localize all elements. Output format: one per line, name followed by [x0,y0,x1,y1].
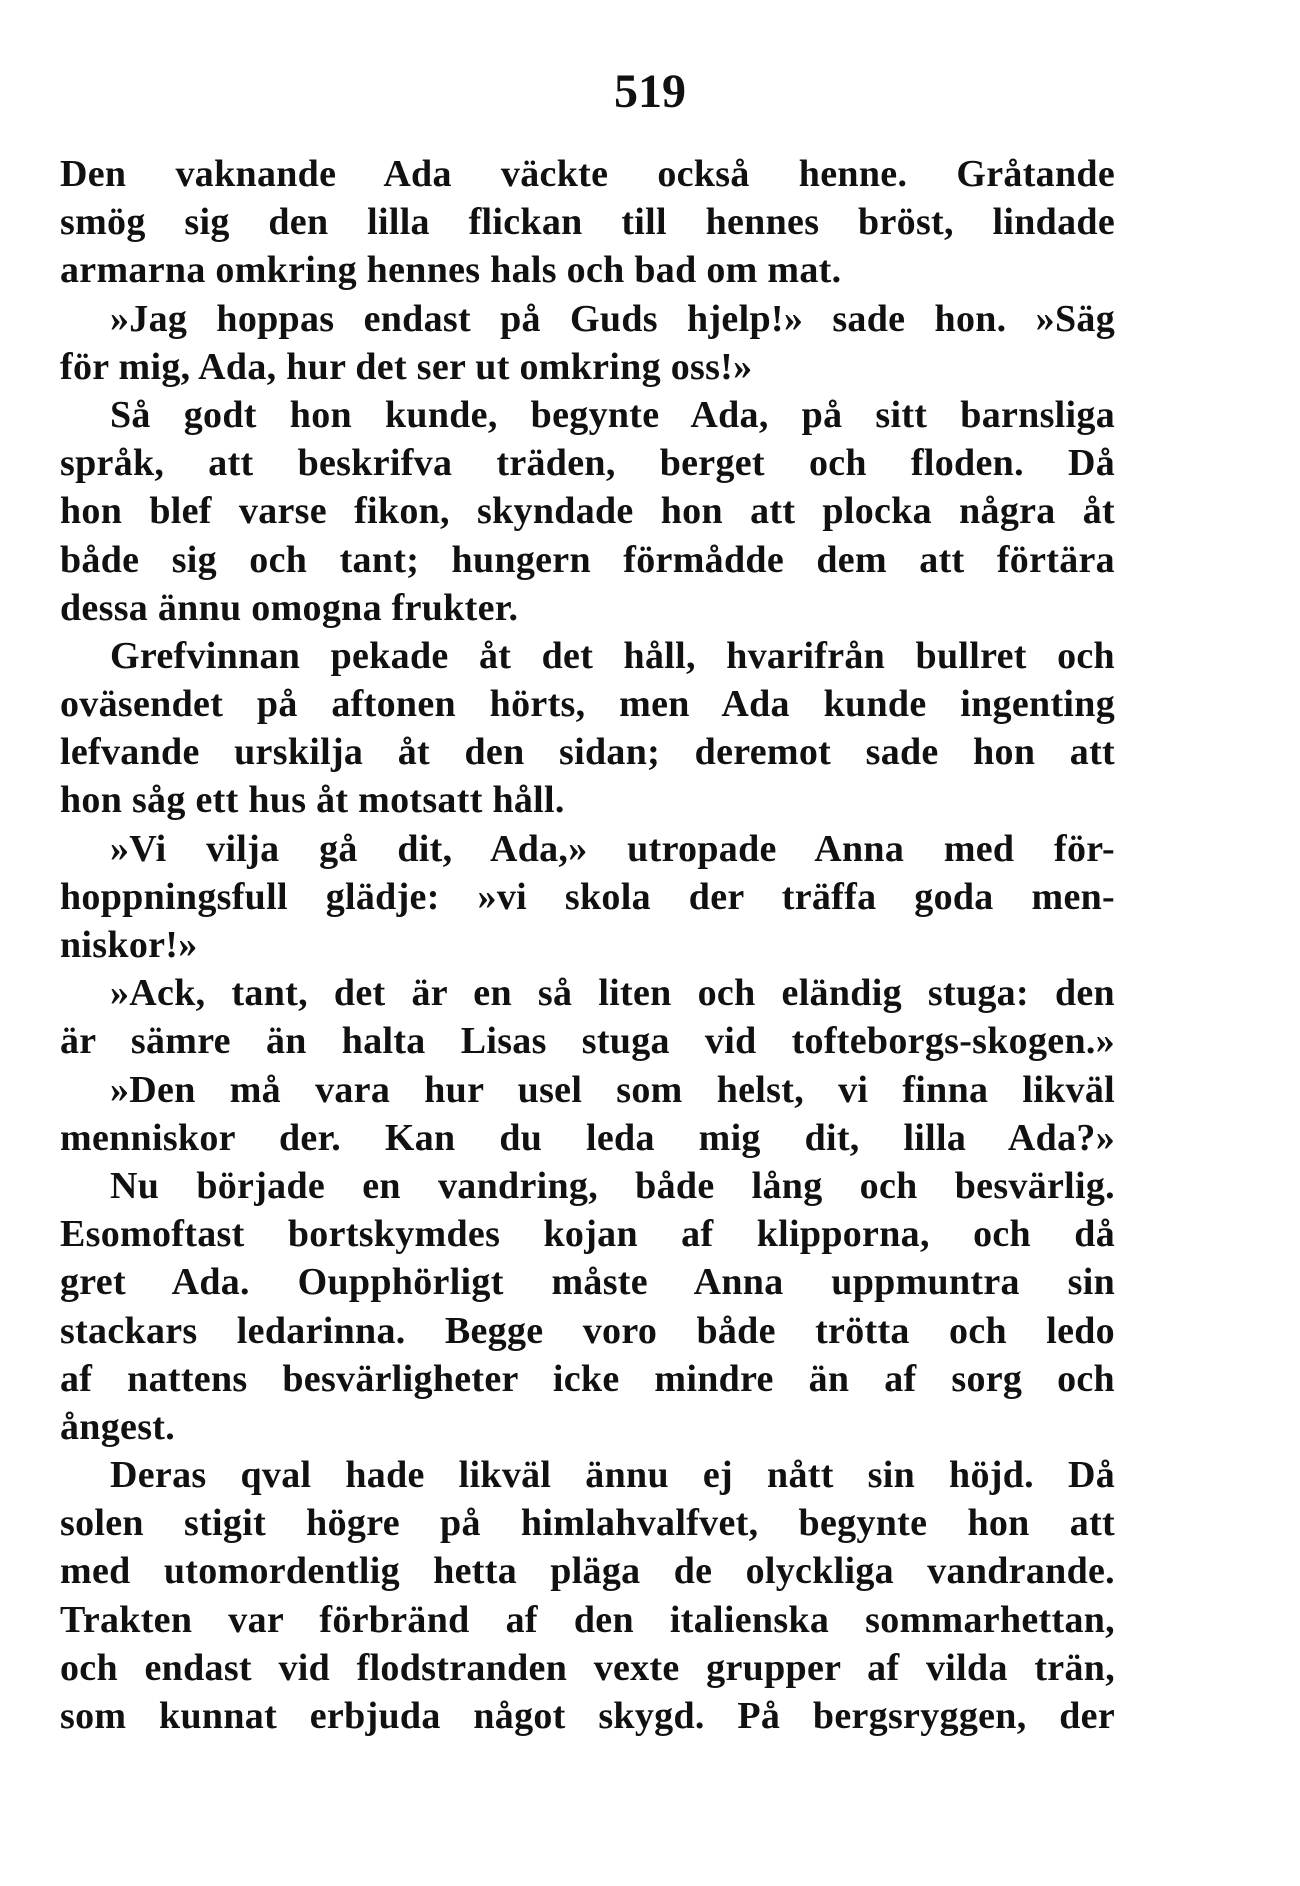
text-line: för mig, Ada, hur det ser ut omkring oss!» [60,345,753,388]
text-line: både sig och tant; hungern förmådde dem att förtära [60,538,1115,581]
text-line: Den vaknande Ada väckte också henne. Gråtande [60,153,1115,195]
text-line: Trakten var förbränd af den italienska sommarhettan, [60,1598,1115,1641]
text-line: hon såg ett hus åt motsatt håll. [60,779,565,822]
text-line: hon blef varse fikon, skyndade hon att plocka några åt [60,490,1115,533]
text-line: Esomoftast bortskymdes kojan af klipporna, och då [60,1213,1115,1256]
text-line: och endast vid flodstranden vexte grupper af vilda trän, [60,1646,1115,1689]
text-line: Så godt hon kunde, begynte Ada, på sitt barnsliga [110,393,1115,436]
text-line: smög sig den lilla flickan till hennes bröst, lindade [60,201,1115,244]
text-line: armarna omkring hennes hals och bad om mat. [60,249,842,292]
text-line: niskor!» [60,924,198,966]
text-line: med utomordentlig hetta pläga de olyckliga vandrande. [60,1550,1115,1593]
text-line: oväsendet på aftonen hörts, men Ada kunde ingenting [60,683,1115,726]
text-line: »Vi vilja gå dit, Ada,» utropade Anna med för- [110,827,1115,870]
text-line: hoppningsfull glädje: »vi skola der träffa goda men- [60,875,1115,918]
text-line: menniskor der. Kan du leda mig dit, lilla Ada?» [60,1116,1115,1159]
text-line: som kunnat erbjuda något skygd. På bergsryggen, der [60,1695,1115,1737]
text-line: ångest. [60,1405,176,1448]
text-line: »Jag hoppas endast på Guds hjelp!» sade hon. »Säg [110,297,1115,340]
text-line: lefvande urskilja åt den sidan; deremot sade hon att [60,731,1115,774]
page-number: 519 [614,65,686,118]
text-line: är sämre än halta Lisas stuga vid tofteborgs-skogen.» [60,1020,1115,1063]
text-line: språk, att beskrifva träden, berget och floden. Då [60,442,1115,485]
text-line: stackars ledarinna. Begge voro både trötta och ledo [60,1309,1115,1352]
text-line: gret Ada. Oupphörligt måste Anna uppmuntra sin [60,1261,1115,1304]
text-line: Grefvinnan pekade åt det håll, hvarifrån bullret och [110,634,1115,677]
text-line: Deras qval hade likväl ännu ej nått sin höjd. Då [110,1454,1115,1497]
text-line: dessa ännu omogna frukter. [60,586,519,629]
text-line: »Den må vara hur usel som helst, vi finna likväl [110,1068,1115,1111]
text-line: »Ack, tant, det är en så liten och eländig stuga: den [110,972,1115,1015]
text-line: af nattens besvärligheter icke mindre än af sorg och [60,1357,1115,1400]
text-line: Nu började en vandring, både lång och besvärlig. [110,1164,1115,1207]
body-text [60,150,1115,1740]
text-line: solen stigit högre på himlahvalfvet, begynte hon att [60,1502,1115,1545]
